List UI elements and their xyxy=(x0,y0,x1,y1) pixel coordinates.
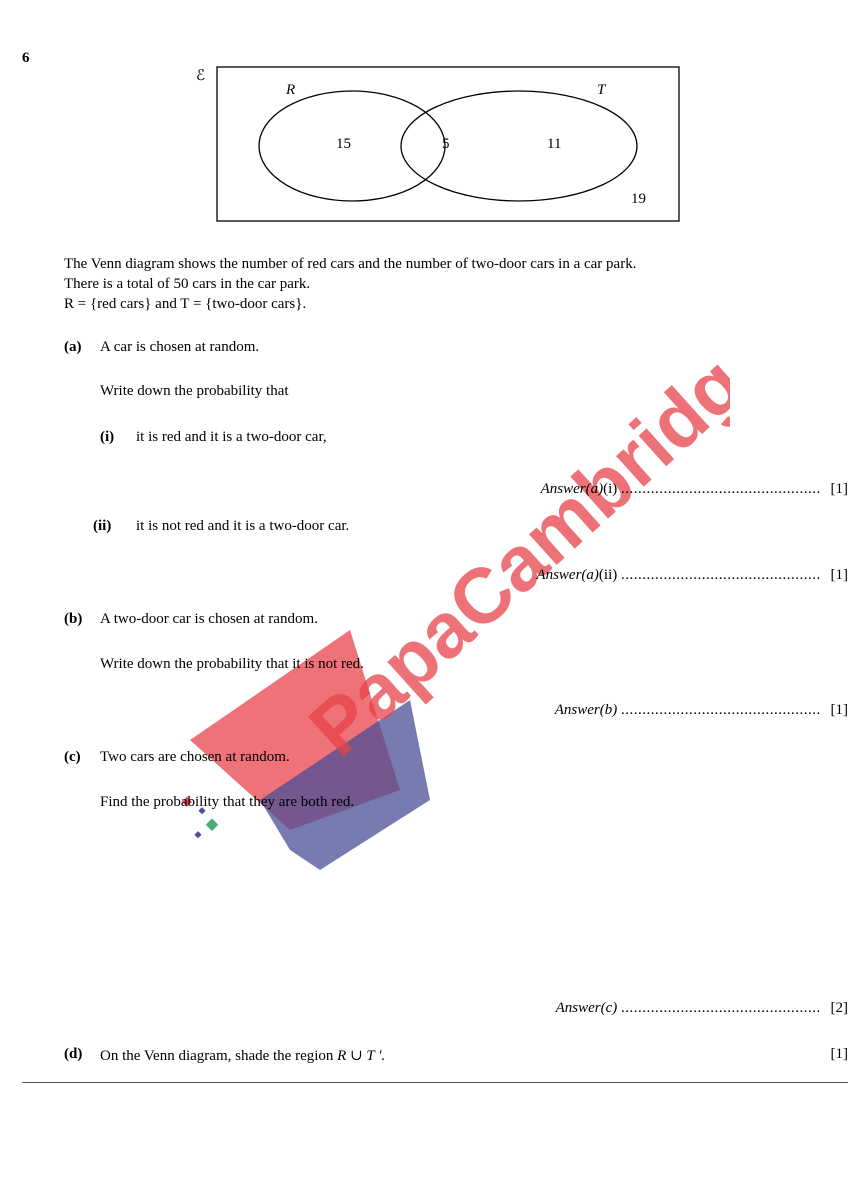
part-d-label: (d) xyxy=(64,1046,83,1062)
answer-a-i-field[interactable]: ............................................... xyxy=(621,481,821,497)
answer-a-ii-label: Answer(a) xyxy=(536,567,599,583)
part-a-label: (a) xyxy=(64,339,82,355)
answer-c-line xyxy=(556,1000,848,1017)
part-a-ii-text: it is not red and it is a two-door car. xyxy=(136,518,350,534)
answer-a-i-suffix: (i) xyxy=(603,481,618,497)
part-d-text-line xyxy=(100,1046,385,1065)
answer-b-label: Answer(b) xyxy=(554,702,618,718)
answer-c-label: Answer(c) xyxy=(555,1000,618,1016)
universal-set-symbol: ℰ xyxy=(196,66,206,84)
set-r-label: R xyxy=(286,82,296,98)
intro-line-2: There is a total of 50 cars in the car park. xyxy=(64,276,311,292)
answer-a-i-line xyxy=(541,481,848,498)
part-b-label: (b) xyxy=(64,611,83,627)
part-a-ii-label: (ii) xyxy=(93,518,112,534)
answer-c-field[interactable]: ............................................... xyxy=(621,1000,821,1016)
part-a-instruction: Write down the probability that xyxy=(100,383,289,399)
part-d-text: On the Venn diagram, shade the region xyxy=(100,1048,338,1064)
part-c-text: Two cars are chosen at random. xyxy=(100,749,290,765)
part-c-label: (c) xyxy=(64,749,81,765)
intro-line-3: R = {red cars} and T = {two-door cars}. xyxy=(64,296,307,312)
answer-a-ii-marks: [1] xyxy=(830,567,848,583)
part-c-instruction: Find the probability that they are both red. xyxy=(100,794,355,810)
answer-b-marks: [1] xyxy=(830,702,848,718)
venn-shapes xyxy=(190,60,690,230)
part-d-marks: [1] xyxy=(830,1046,848,1062)
answer-a-i-label: Answer(a) xyxy=(540,481,604,497)
r-only-count: 15 xyxy=(336,136,351,152)
venn-diagram xyxy=(190,60,690,230)
watermark-text: PapaCambridge xyxy=(292,330,730,773)
part-a-text: A car is chosen at random. xyxy=(100,339,260,355)
answer-b-field[interactable]: ............................................... xyxy=(621,702,821,718)
question-number: 6 xyxy=(22,50,30,66)
section-divider xyxy=(22,1082,848,1083)
part-a-i-label: (i) xyxy=(100,429,115,445)
answer-a-ii-line xyxy=(536,567,848,584)
set-r-ellipse xyxy=(259,91,445,201)
answer-b-line xyxy=(555,702,848,719)
set-t-label: T xyxy=(597,82,606,98)
answer-a-i-marks: [1] xyxy=(830,481,848,497)
answer-c-marks: [2] xyxy=(830,1000,848,1016)
answer-a-ii-suffix: (ii) xyxy=(598,567,618,583)
outside-count: 19 xyxy=(631,191,646,207)
intro-line-1: The Venn diagram shows the number of red cars and the number of two-door cars in a car park. xyxy=(64,256,637,272)
intersection-count: 5 xyxy=(442,136,450,152)
watermark-dot-4 xyxy=(194,831,201,838)
part-b-text: A two-door car is chosen at random. xyxy=(100,611,318,627)
part-d-expression: R ∪ T ′. xyxy=(337,1048,386,1064)
part-b-instruction: Write down the probability that it is not red. xyxy=(100,656,364,672)
t-only-count: 11 xyxy=(547,136,562,152)
set-t-ellipse xyxy=(401,91,637,201)
watermark-dot-3 xyxy=(206,818,219,831)
part-a-i-text: it is red and it is a two-door car, xyxy=(136,429,327,445)
answer-a-ii-field[interactable]: ............................................... xyxy=(621,567,821,583)
